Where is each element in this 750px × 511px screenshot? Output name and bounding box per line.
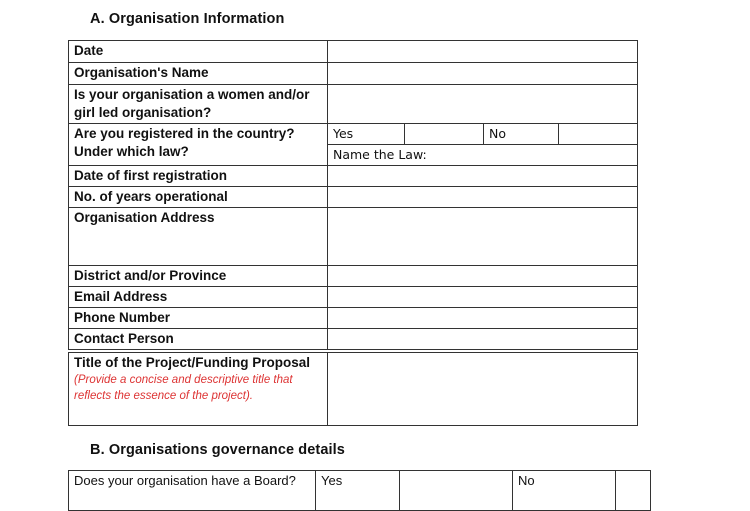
date-label: Date bbox=[69, 41, 328, 63]
years-operational-field[interactable] bbox=[328, 187, 638, 208]
board-no-field[interactable] bbox=[616, 471, 651, 511]
registered-yes-label: Yes bbox=[328, 124, 405, 145]
address-field[interactable] bbox=[328, 208, 638, 266]
first-registration-field[interactable] bbox=[328, 166, 638, 187]
first-registration-label: Date of first registration bbox=[69, 166, 328, 187]
phone-label: Phone Number bbox=[69, 308, 328, 329]
women-led-label: Is your organisation a women and/or girl led organisation? bbox=[69, 85, 328, 124]
organisation-name-label: Organisation's Name bbox=[69, 63, 328, 85]
section-b-heading: B. Organisations governance details bbox=[90, 442, 345, 458]
women-led-field[interactable] bbox=[328, 85, 638, 124]
project-title-label: Title of the Project/Funding Proposal bbox=[74, 355, 311, 370]
organisation-name-field[interactable] bbox=[328, 63, 638, 85]
contact-person-field[interactable] bbox=[328, 329, 638, 350]
board-yes-field[interactable] bbox=[400, 471, 513, 511]
email-field[interactable] bbox=[328, 287, 638, 308]
registered-no-label: No bbox=[484, 124, 559, 145]
contact-person-label: Contact Person bbox=[69, 329, 328, 350]
date-field[interactable] bbox=[328, 41, 638, 63]
years-operational-label: No. of years operational bbox=[69, 187, 328, 208]
phone-field[interactable] bbox=[328, 308, 638, 329]
law-name-field[interactable]: Name the Law: bbox=[328, 145, 638, 166]
board-no-label: No bbox=[513, 471, 616, 511]
district-label: District and/or Province bbox=[69, 266, 328, 287]
address-label: Organisation Address bbox=[69, 208, 328, 266]
organisation-information-table bbox=[68, 40, 638, 350]
board-question-label: Does your organisation have a Board? bbox=[69, 471, 316, 511]
email-label: Email Address bbox=[69, 287, 328, 308]
registered-label: Are you registered in the country? Under which law? bbox=[69, 124, 328, 166]
governance-table bbox=[68, 470, 651, 511]
district-field[interactable] bbox=[328, 266, 638, 287]
project-title-cell bbox=[69, 353, 328, 426]
project-title-field[interactable] bbox=[328, 353, 638, 426]
project-title-table bbox=[68, 352, 638, 426]
registered-yes-field[interactable] bbox=[405, 124, 484, 145]
board-yes-label: Yes bbox=[316, 471, 400, 511]
project-title-hint: (Provide a concise and descriptive title that reflects the essence of the project). bbox=[74, 374, 293, 402]
section-a-heading: A. Organisation Information bbox=[90, 11, 285, 27]
registered-no-field[interactable] bbox=[559, 124, 638, 145]
